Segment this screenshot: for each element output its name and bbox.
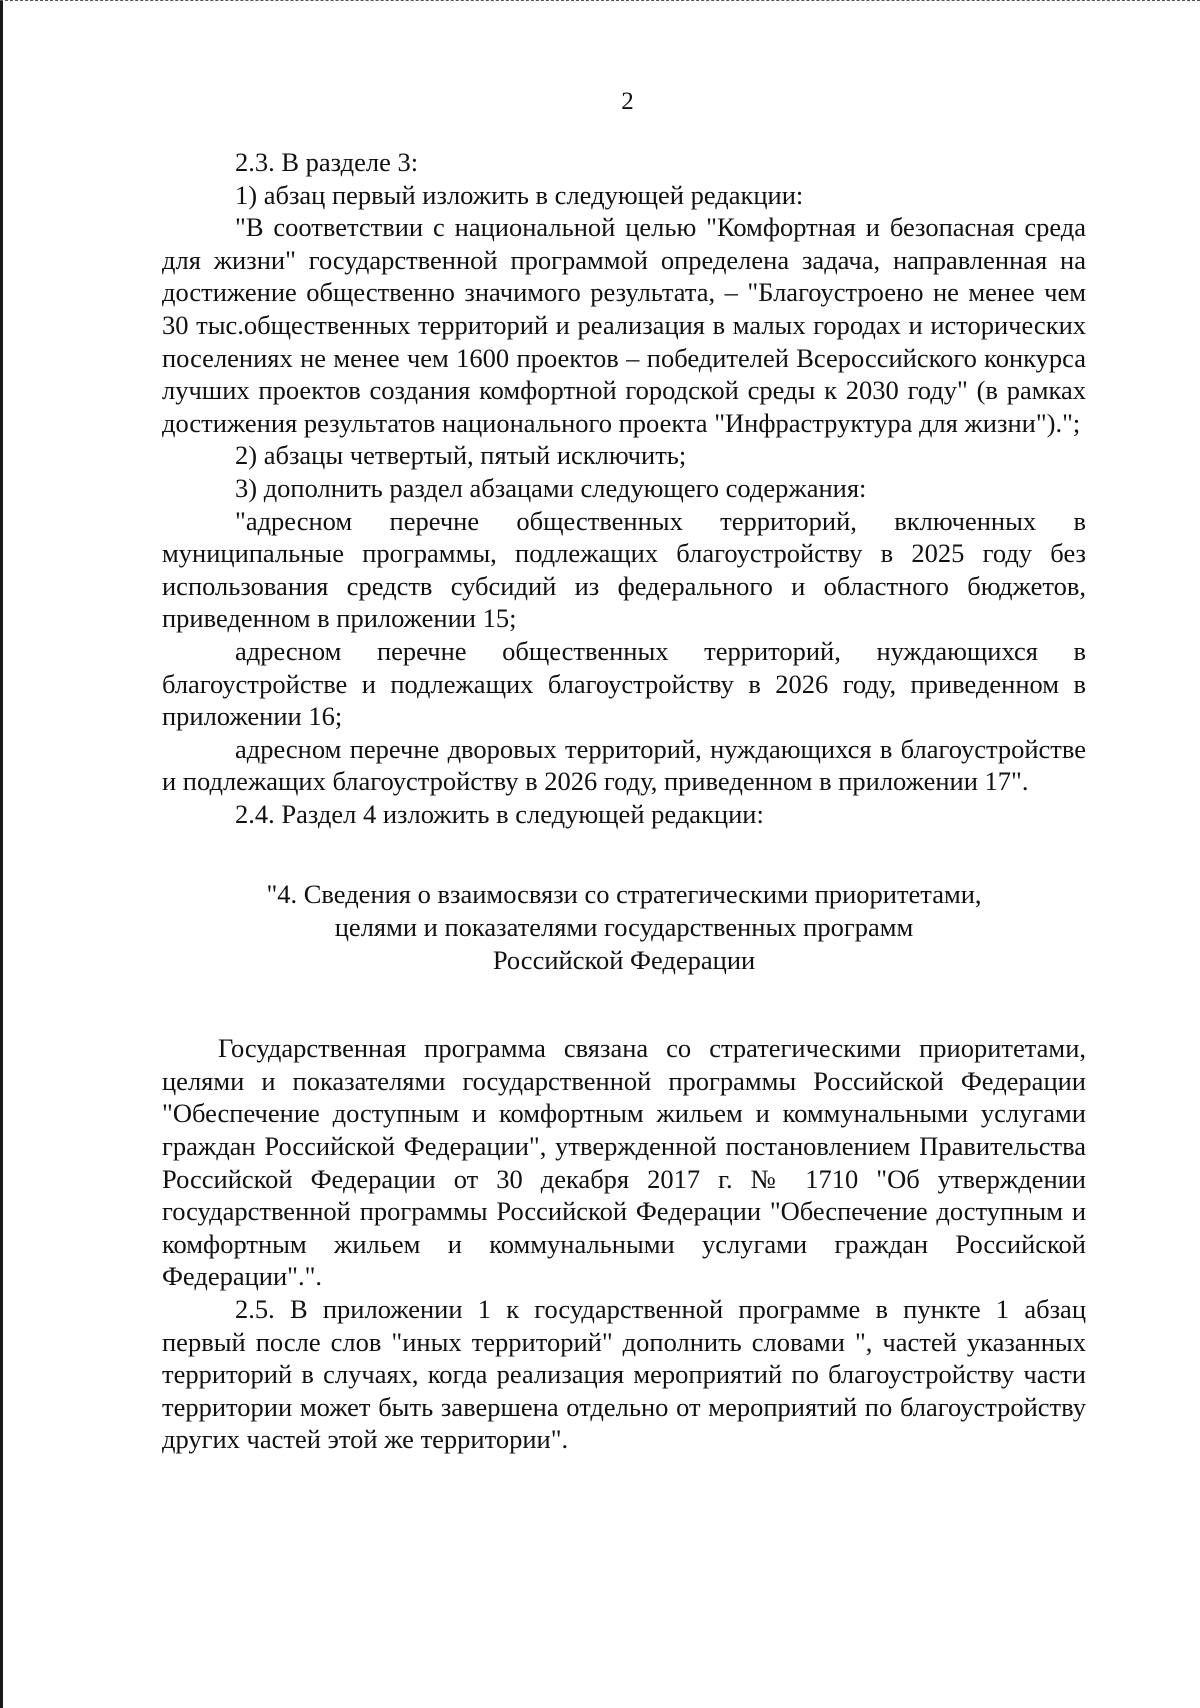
paragraph-quote-goal: "В соответствии с национальной целью "Комфортная и безопасная среда для жизни" государственной программой определена задача, направленная на достижение общественно значимого результата, – "Благоустроено не менее чем 30 тыс.общественных территорий и реализация в малых городах и исторических поселениях не менее чем 1600 проектов – победителей Всероссийского конкурса лучших проектов создания комфортной городской среды к 2030 году" (в рамках достижения результатов национального проекта "Инфраструктура для жизни").";: [162, 212, 1086, 438]
heading-line-3: Российской Федерации: [492, 944, 756, 975]
paragraph-item-3: 3) дополнить раздел абзацами следующего содержания:: [235, 472, 867, 503]
document-body: [162, 146, 1086, 1456]
scan-left-edge: [0, 0, 3, 1708]
page-number: 2: [621, 88, 634, 115]
paragraph-list-appendix-16: адресном перечне общественных территорий, нуждающихся в благоустройстве и подлежащих благоустройству в 2026 году, приведенном в приложении 16;: [162, 635, 1086, 732]
paragraph-item-2: 2) абзацы четвертый, пятый исключить;: [235, 440, 687, 471]
heading-line-2: целями и показателями государственных программ: [334, 912, 914, 943]
heading-line-1: "4. Сведения о взаимосвязи со стратегическими приоритетами,: [266, 879, 982, 910]
paragraph-list-appendix-15: "адресном перечне общественных территорий, включенных в муниципальные программы, подлежащих благоустройству в 2025 году без использования средств субсидий из федерального и областного бюджетов, приведенном в приложении 15;: [162, 505, 1086, 634]
paragraph-item-1: 1) абзац первый изложить в следующей редакции:: [235, 179, 804, 210]
paragraph-2-5: 2.5. В приложении 1 к государственной программе в пункте 1 абзац первый после слов "иных территорий" дополнить словами ", частей указанных территорий в случаях, когда реализация мероприятий по благоустройству части территории может быть завершена отдельно от мероприятий по благоустройству других частей этой же территории".: [162, 1294, 1086, 1455]
paragraph-2-3: 2.3. В разделе 3:: [235, 147, 419, 177]
scan-top-edge: [0, 0, 1200, 2]
paragraph-list-appendix-17: адресном перечне дворовых территорий, нуждающихся в благоустройстве и подлежащих благоустройству в 2026 году, приведенном в приложении 17".: [162, 733, 1086, 797]
paragraph-2-4: 2.4. Раздел 4 изложить в следующей редакции:: [235, 798, 764, 829]
section-4-heading: [162, 878, 1086, 976]
paragraph-state-program: Государственная программа связана со стратегическими приоритетами, целями и показателями государственной программы Российской Федерации "Обеспечение доступным и комфортным жильем и коммунальными услугами граждан Российской Федерации", утвержденной постановлением Правительства Российской Федерации от 30 декабря 2017 г. № 1710 "Об утверждении государственной программы Российской Федерации "Обеспечение доступным и комфортным жильем и коммунальными услугами граждан Российской Федерации".".: [162, 1033, 1086, 1292]
